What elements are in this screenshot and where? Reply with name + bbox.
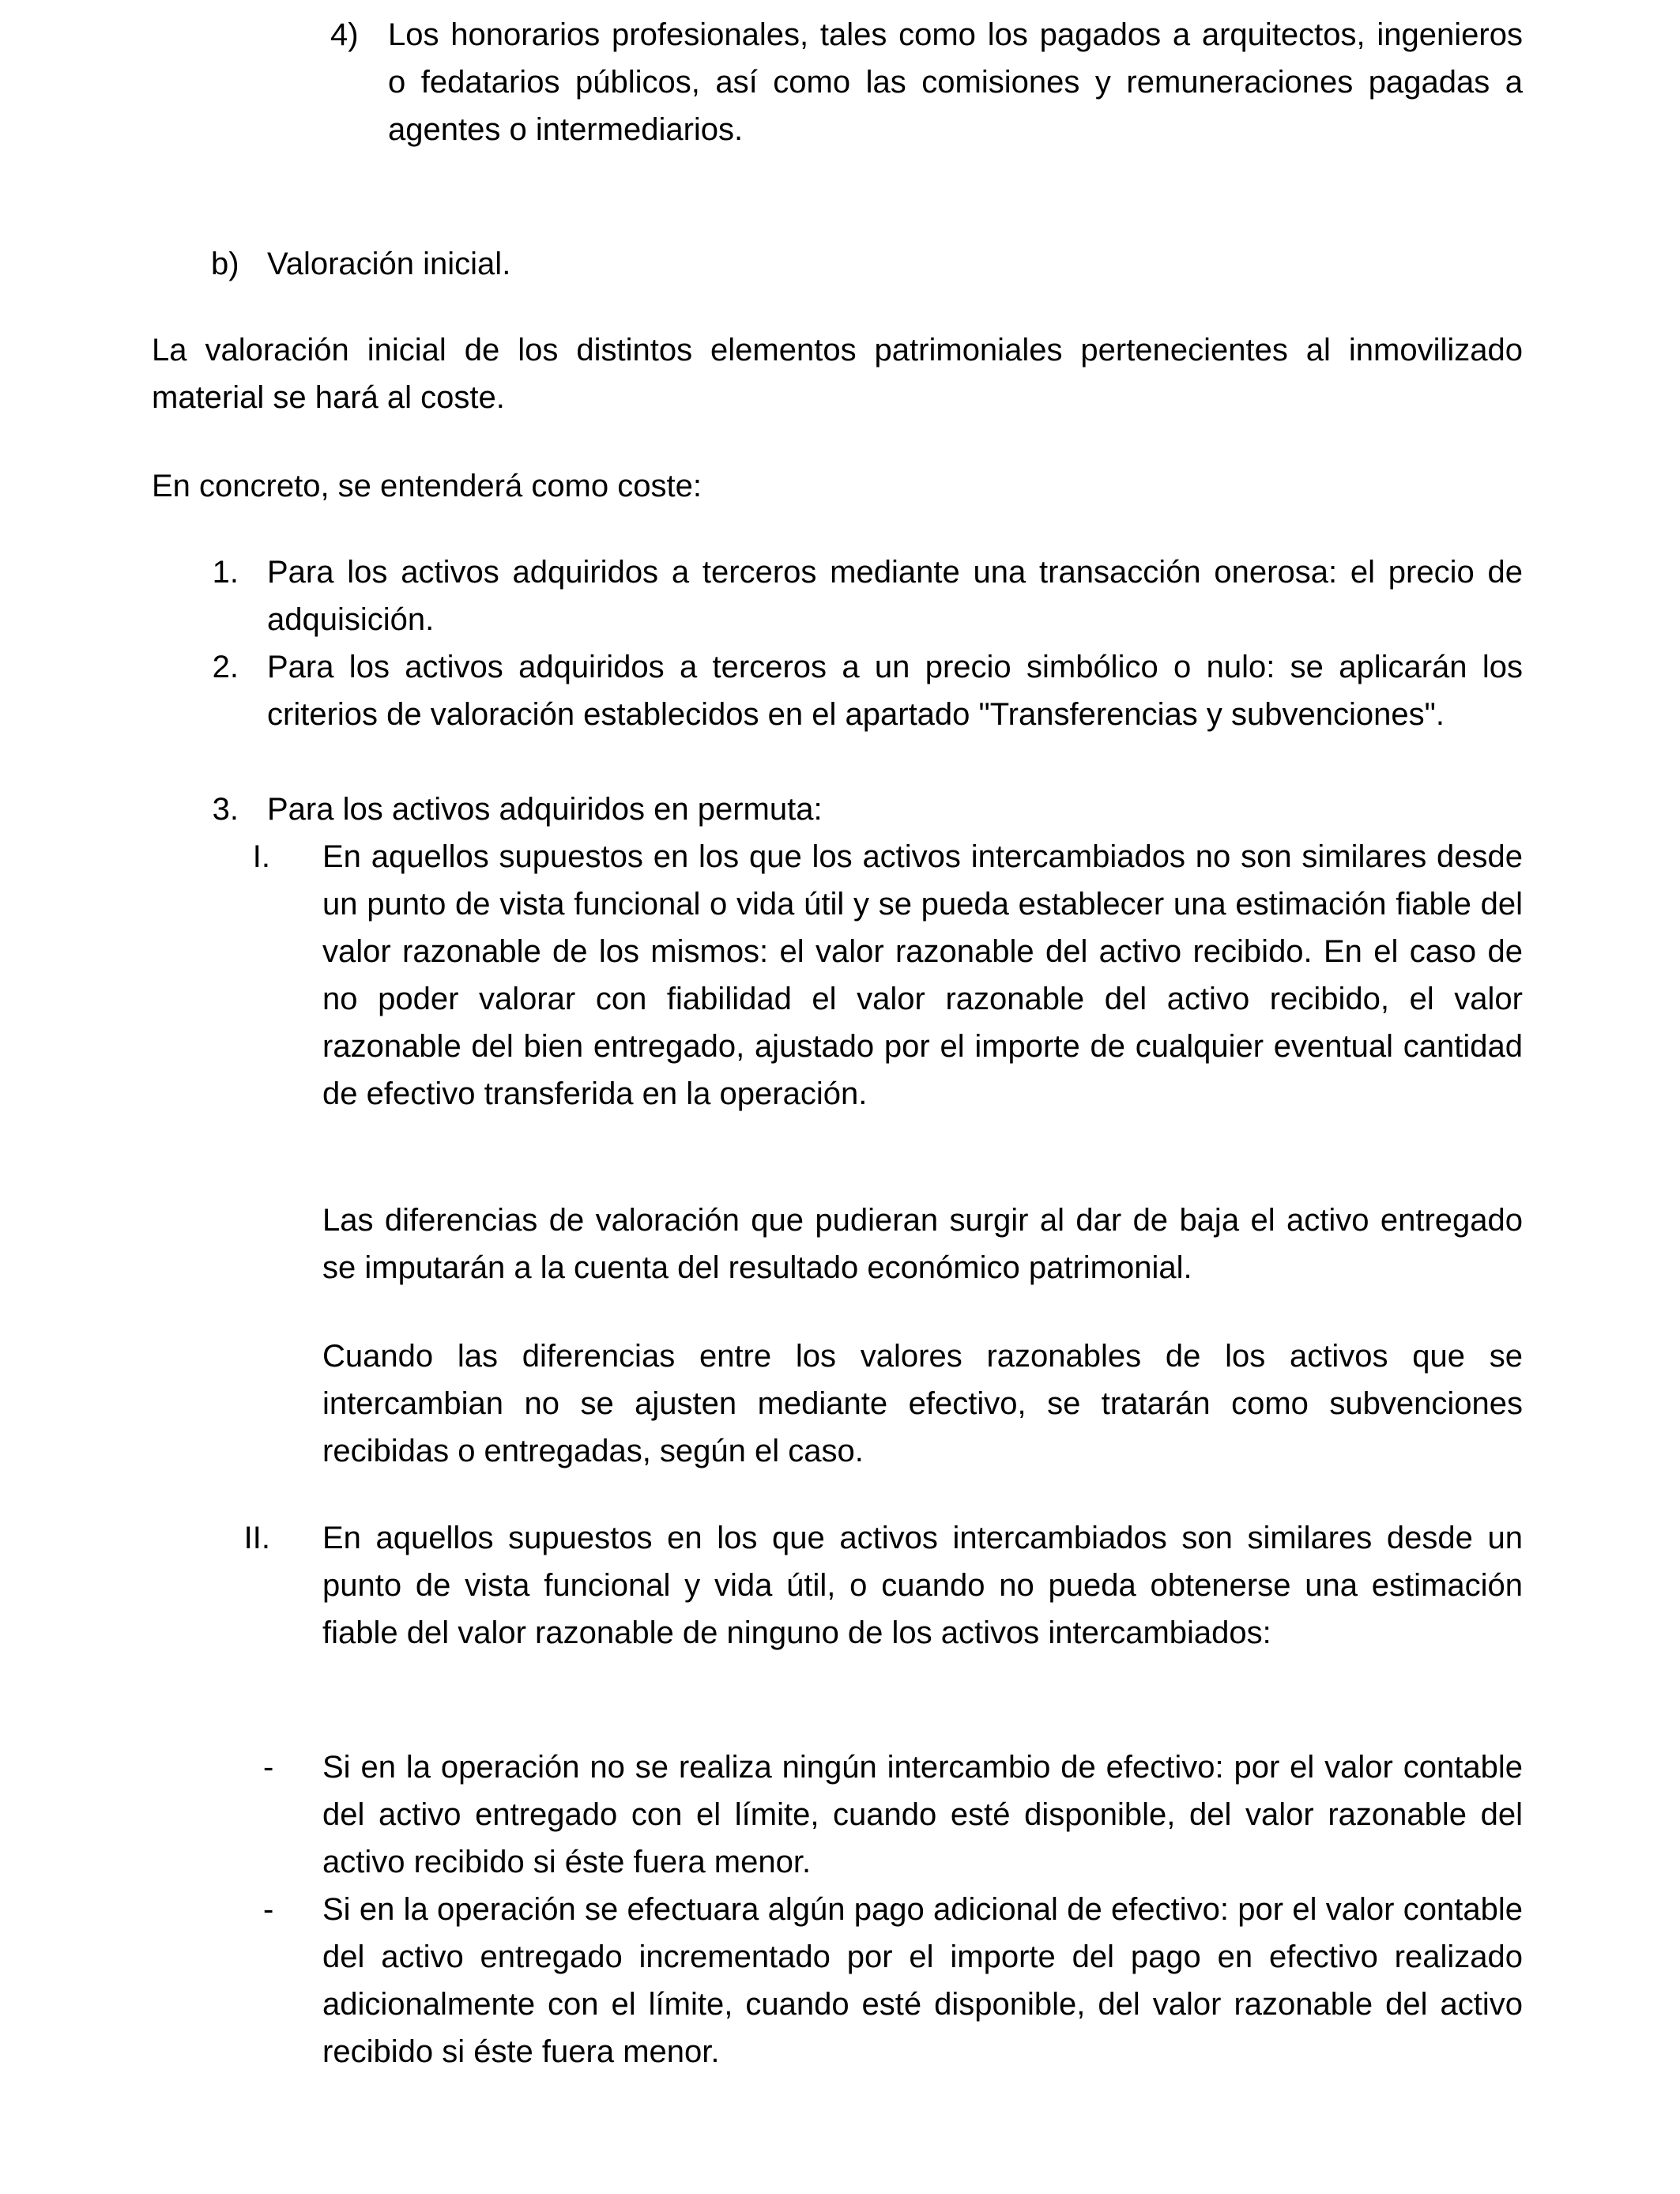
item-4-marker: 4) <box>330 17 359 52</box>
dash-item-1-text: Si en la operación no se realiza ningún intercambio de efectivo: por el valor contable del activo entregado con el límite, cuando esté disponible, del valor razonable del activo recibido si éste fuera menor. <box>322 1750 1523 1879</box>
dash-item-2-marker: - <box>263 1892 274 1927</box>
numbered-item-3-marker: 3. <box>212 792 239 827</box>
numbered-item-3-text: Para los activos adquiridos en permuta: <box>267 792 823 827</box>
dash-item-1-marker: - <box>263 1750 274 1785</box>
numbered-item-1-text: Para los activos adquiridos a terceros mediante una transacción onerosa: el precio de adquisición. <box>267 555 1523 637</box>
roman-I-paragraph-3: Cuando las diferencias entre los valores razonables de los activos que se intercambian no se ajusten mediante efectivo, se tratarán como subvenciones recibidas o entregadas, según el caso. <box>322 1339 1523 1468</box>
section-b-marker: b) <box>211 247 239 281</box>
numbered-item-2-marker: 2. <box>212 650 239 684</box>
roman-I-paragraph-1: En aquellos supuestos en los que los activos intercambiados no son similares desde un punto de vista funcional o vida útil y se pueda establecer una estimación fiable del valor razonable de los mismos: el valor razonable del activo recibido. En el caso de no poder valorar con fiabilidad el valor razonable del activo recibido, el valor razonable del bien entregado, ajustado por el importe de cualquier eventual cantidad de efectivo transferida en la operación. <box>322 839 1523 1111</box>
item-4-text: Los honorarios profesionales, tales como los pagados a arquitectos, ingenieros o fedatarios públicos, así como las comisiones y remuneraciones pagadas a agentes o intermediarios. <box>388 17 1523 147</box>
numbered-item-1-marker: 1. <box>212 555 239 590</box>
roman-I-marker: I. <box>252 839 270 874</box>
roman-I-paragraph-2: Las diferencias de valoración que pudieran surgir al dar de baja el activo entregado se imputarán a la cuenta del resultado económico patrimonial. <box>322 1203 1523 1285</box>
dash-item-2-text: Si en la operación se efectuara algún pago adicional de efectivo: por el valor contable del activo entregado incrementado por el importe del pago en efectivo realizado adicionalmente con el límite, cuando esté disponible, del valor razonable del activo recibido si éste fuera menor. <box>322 1892 1523 2069</box>
roman-II-text: En aquellos supuestos en los que activos intercambiados son similares desde un punto de vista funcional y vida útil, o cuando no pueda obtenerse una estimación fiable del valor razonable de ninguno de los activos intercambiados: <box>322 1521 1523 1650</box>
section-b-heading: Valoración inicial. <box>267 247 511 281</box>
cost-intro: En concreto, se entenderá como coste: <box>152 469 702 503</box>
intro-paragraph: La valoración inicial de los distintos elementos patrimoniales pertenecientes al inmovilizado material se hará al coste. <box>152 333 1523 415</box>
numbered-item-2-text: Para los activos adquiridos a terceros a un precio simbólico o nulo: se aplicarán los criterios de valoración establecidos en el apartado "Transferencias y subvenciones". <box>267 650 1523 732</box>
roman-II-marker: II. <box>243 1521 270 1555</box>
